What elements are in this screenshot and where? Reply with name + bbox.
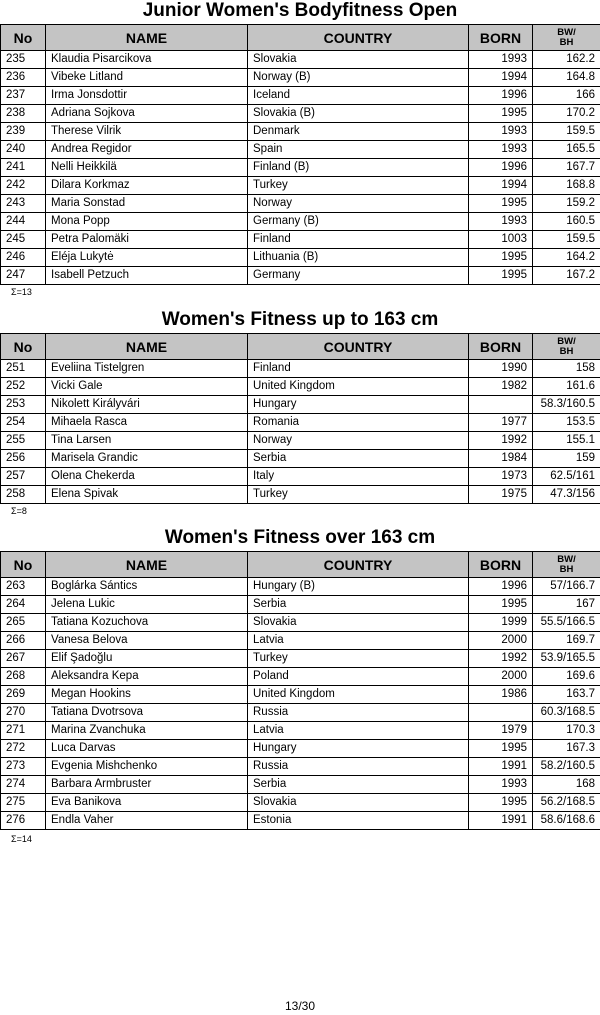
cell-name: Therese Vilrik: [46, 123, 248, 141]
bw-label: BW/: [557, 335, 576, 347]
table-row: [1, 105, 600, 123]
cell-no: 252: [1, 378, 46, 396]
cell-no: 264: [1, 596, 46, 614]
page-number: 13/30: [284, 999, 316, 1013]
table-row: [1, 468, 600, 486]
cell-no: 258: [1, 486, 46, 504]
cell-born: 1990: [469, 360, 533, 378]
cell-born: 1993: [469, 213, 533, 231]
cell-bw-bh: 159.2: [533, 195, 600, 213]
cell-bw-bh: 168.8: [533, 177, 600, 195]
cell-country: Norway: [248, 195, 469, 213]
cell-country: Hungary: [248, 396, 469, 414]
cell-name: Megan Hookins: [46, 686, 248, 704]
cell-country: Slovakia: [248, 614, 469, 632]
table-row: [1, 267, 600, 285]
cell-bw-bh: 159.5: [533, 231, 600, 249]
cell-bw-bh: 55.5/166.5: [533, 614, 600, 632]
cell-born: 1993: [469, 123, 533, 141]
table-row: [1, 794, 600, 812]
cell-name: Endla Vaher: [46, 812, 248, 830]
cell-name: Vicki Gale: [46, 378, 248, 396]
cell-name: Nikolett Királyvári: [46, 396, 248, 414]
cell-bw-bh: 58.2/160.5: [533, 758, 600, 776]
cell-country: Turkey: [248, 650, 469, 668]
col-header-name: NAME: [46, 25, 248, 51]
col-header-country: COUNTRY: [248, 334, 469, 360]
cell-country: Italy: [248, 468, 469, 486]
cell-no: 239: [1, 123, 46, 141]
cell-born: 1993: [469, 141, 533, 159]
results-table: [0, 333, 600, 504]
bw-label: BW/: [557, 26, 576, 38]
table-row: [1, 758, 600, 776]
cell-country: Latvia: [248, 722, 469, 740]
cell-bw-bh: 57/166.7: [533, 578, 600, 596]
results-table: [0, 551, 600, 830]
cell-born: 1995: [469, 740, 533, 758]
cell-bw-bh: 159.5: [533, 123, 600, 141]
cell-country: Serbia: [248, 776, 469, 794]
cell-country: Slovakia: [248, 794, 469, 812]
cell-born: 1984: [469, 450, 533, 468]
cell-country: Poland: [248, 668, 469, 686]
cell-born: 1992: [469, 432, 533, 450]
cell-bw-bh: 58.6/168.6: [533, 812, 600, 830]
cell-no: 272: [1, 740, 46, 758]
table-row: [1, 396, 600, 414]
table-row: [1, 704, 600, 722]
cell-country: Denmark: [248, 123, 469, 141]
cell-no: 253: [1, 396, 46, 414]
table-row: [1, 360, 600, 378]
cell-no: 265: [1, 614, 46, 632]
table-row: [1, 578, 600, 596]
cell-no: 269: [1, 686, 46, 704]
col-header-no: No: [1, 334, 46, 360]
cell-bw-bh: 56.2/168.5: [533, 794, 600, 812]
cell-country: Turkey: [248, 486, 469, 504]
col-header-name: NAME: [46, 334, 248, 360]
cell-bw-bh: 170.3: [533, 722, 600, 740]
cell-born: 1992: [469, 650, 533, 668]
cell-country: United Kingdom: [248, 686, 469, 704]
col-header-country: COUNTRY: [248, 25, 469, 51]
cell-born: 2000: [469, 632, 533, 650]
cell-born: 1975: [469, 486, 533, 504]
table-row: [1, 51, 600, 69]
cell-name: Luca Darvas: [46, 740, 248, 758]
col-header-born: BORN: [469, 25, 533, 51]
cell-bw-bh: 47.3/156: [533, 486, 600, 504]
cell-bw-bh: 62.5/161: [533, 468, 600, 486]
cell-name: Marisela Grandic: [46, 450, 248, 468]
cell-name: Olena Chekerda: [46, 468, 248, 486]
cell-name: Tina Larsen: [46, 432, 248, 450]
table-row: [1, 213, 600, 231]
cell-born: 1995: [469, 105, 533, 123]
cell-name: Nelli Heikkilä: [46, 159, 248, 177]
table-row: [1, 69, 600, 87]
cell-name: Evgenia Mishchenko: [46, 758, 248, 776]
cell-no: 235: [1, 51, 46, 69]
table-row: [1, 614, 600, 632]
section-title: Women's Fitness over 163 cm: [164, 527, 436, 548]
section-count: Σ=8: [11, 506, 27, 516]
cell-name: Boglárka Sántics: [46, 578, 248, 596]
table-row: [1, 87, 600, 105]
table-row: [1, 668, 600, 686]
table-row: [1, 812, 600, 830]
cell-born: 1986: [469, 686, 533, 704]
section-count: Σ=13: [11, 287, 32, 297]
cell-name: Marina Zvanchuka: [46, 722, 248, 740]
cell-born: 1993: [469, 776, 533, 794]
cell-born: 1995: [469, 249, 533, 267]
cell-name: Elif Şadoğlu: [46, 650, 248, 668]
cell-no: 245: [1, 231, 46, 249]
cell-born: 1994: [469, 177, 533, 195]
cell-country: Russia: [248, 704, 469, 722]
cell-bw-bh: 167.7: [533, 159, 600, 177]
cell-name: Tatiana Kozuchova: [46, 614, 248, 632]
cell-bw-bh: 159: [533, 450, 600, 468]
cell-country: Spain: [248, 141, 469, 159]
cell-name: Maria Sonstad: [46, 195, 248, 213]
cell-born: 1994: [469, 69, 533, 87]
bh-label: BH: [559, 345, 574, 357]
cell-born: 1993: [469, 51, 533, 69]
cell-no: 241: [1, 159, 46, 177]
cell-country: United Kingdom: [248, 378, 469, 396]
section-title: Junior Women's Bodyfitness Open: [142, 0, 458, 21]
cell-country: Hungary (B): [248, 578, 469, 596]
cell-no: 274: [1, 776, 46, 794]
table-row: [1, 650, 600, 668]
cell-bw-bh: 168: [533, 776, 600, 794]
cell-country: Russia: [248, 758, 469, 776]
col-header-bw-bh: [533, 25, 600, 51]
cell-name: Vibeke Litland: [46, 69, 248, 87]
cell-name: Tatiana Dvotrsova: [46, 704, 248, 722]
cell-bw-bh: 170.2: [533, 105, 600, 123]
cell-bw-bh: 160.5: [533, 213, 600, 231]
cell-no: 236: [1, 69, 46, 87]
table-row: [1, 195, 600, 213]
cell-bw-bh: 161.6: [533, 378, 600, 396]
table-row: [1, 740, 600, 758]
table-row: [1, 432, 600, 450]
cell-no: 256: [1, 450, 46, 468]
cell-bw-bh: 53.9/165.5: [533, 650, 600, 668]
cell-born: 1996: [469, 87, 533, 105]
section-title: Women's Fitness up to 163 cm: [161, 309, 439, 330]
cell-name: Elena Spivak: [46, 486, 248, 504]
cell-no: 275: [1, 794, 46, 812]
cell-born: 1977: [469, 414, 533, 432]
cell-bw-bh: 169.6: [533, 668, 600, 686]
cell-no: 247: [1, 267, 46, 285]
col-header-no: No: [1, 552, 46, 578]
col-header-country: COUNTRY: [248, 552, 469, 578]
col-header-no: No: [1, 25, 46, 51]
col-header-bw-bh: [533, 552, 600, 578]
bw-label: BW/: [557, 553, 576, 565]
cell-no: 266: [1, 632, 46, 650]
cell-name: Aleksandra Kepa: [46, 668, 248, 686]
table-row: [1, 596, 600, 614]
cell-name: Vanesa Belova: [46, 632, 248, 650]
cell-bw-bh: 153.5: [533, 414, 600, 432]
cell-country: Finland: [248, 360, 469, 378]
table-row: [1, 249, 600, 267]
cell-no: 268: [1, 668, 46, 686]
cell-no: 251: [1, 360, 46, 378]
cell-country: Slovakia (B): [248, 105, 469, 123]
cell-bw-bh: 164.2: [533, 249, 600, 267]
table-row: [1, 450, 600, 468]
cell-country: Germany: [248, 267, 469, 285]
cell-born: 1995: [469, 267, 533, 285]
cell-bw-bh: 158: [533, 360, 600, 378]
cell-country: Turkey: [248, 177, 469, 195]
cell-born: 1995: [469, 794, 533, 812]
table-row: [1, 722, 600, 740]
cell-born: [469, 396, 533, 414]
cell-country: Serbia: [248, 596, 469, 614]
cell-no: 240: [1, 141, 46, 159]
table-row: [1, 123, 600, 141]
table-row: [1, 632, 600, 650]
cell-born: 1979: [469, 722, 533, 740]
col-header-name: NAME: [46, 552, 248, 578]
cell-name: Klaudia Pisarcikova: [46, 51, 248, 69]
table-row: [1, 686, 600, 704]
cell-born: 1996: [469, 578, 533, 596]
cell-born: [469, 704, 533, 722]
cell-no: 257: [1, 468, 46, 486]
cell-born: 1991: [469, 812, 533, 830]
table-row: [1, 776, 600, 794]
cell-bw-bh: 162.2: [533, 51, 600, 69]
cell-bw-bh: 167: [533, 596, 600, 614]
cell-country: Iceland: [248, 87, 469, 105]
table-row: [1, 378, 600, 396]
cell-no: 246: [1, 249, 46, 267]
col-header-bw-bh: [533, 334, 600, 360]
cell-country: Finland: [248, 231, 469, 249]
cell-no: 243: [1, 195, 46, 213]
cell-no: 237: [1, 87, 46, 105]
table-row: [1, 414, 600, 432]
col-header-born: BORN: [469, 552, 533, 578]
cell-born: 1996: [469, 159, 533, 177]
cell-name: Jelena Lukic: [46, 596, 248, 614]
cell-bw-bh: 167.3: [533, 740, 600, 758]
cell-country: Germany (B): [248, 213, 469, 231]
cell-name: Mona Popp: [46, 213, 248, 231]
section-count: Σ=14: [11, 834, 32, 844]
cell-no: 244: [1, 213, 46, 231]
cell-born: 1982: [469, 378, 533, 396]
cell-bw-bh: 167.2: [533, 267, 600, 285]
cell-bw-bh: 60.3/168.5: [533, 704, 600, 722]
cell-bw-bh: 163.7: [533, 686, 600, 704]
cell-no: 238: [1, 105, 46, 123]
cell-born: 1991: [469, 758, 533, 776]
cell-born: 1999: [469, 614, 533, 632]
cell-country: Estonia: [248, 812, 469, 830]
cell-born: 2000: [469, 668, 533, 686]
results-table: [0, 24, 600, 285]
cell-no: 242: [1, 177, 46, 195]
cell-no: 276: [1, 812, 46, 830]
cell-no: 254: [1, 414, 46, 432]
cell-bw-bh: 164.8: [533, 69, 600, 87]
cell-bw-bh: 155.1: [533, 432, 600, 450]
table-row: [1, 486, 600, 504]
cell-country: Norway: [248, 432, 469, 450]
cell-country: Norway (B): [248, 69, 469, 87]
cell-country: Finland (B): [248, 159, 469, 177]
table-row: [1, 231, 600, 249]
col-header-born: BORN: [469, 334, 533, 360]
cell-bw-bh: 169.7: [533, 632, 600, 650]
bh-label: BH: [559, 563, 574, 575]
cell-no: 255: [1, 432, 46, 450]
cell-no: 270: [1, 704, 46, 722]
table-row: [1, 177, 600, 195]
cell-no: 267: [1, 650, 46, 668]
cell-country: Lithuania (B): [248, 249, 469, 267]
cell-country: Latvia: [248, 632, 469, 650]
cell-name: Mihaela Rasca: [46, 414, 248, 432]
cell-bw-bh: 58.3/160.5: [533, 396, 600, 414]
cell-name: Barbara Armbruster: [46, 776, 248, 794]
table-row: [1, 141, 600, 159]
cell-no: 271: [1, 722, 46, 740]
cell-country: Slovakia: [248, 51, 469, 69]
cell-country: Serbia: [248, 450, 469, 468]
cell-name: Andrea Regidor: [46, 141, 248, 159]
cell-name: Petra Palomäki: [46, 231, 248, 249]
cell-name: Adriana Sojkova: [46, 105, 248, 123]
cell-no: 263: [1, 578, 46, 596]
cell-country: Hungary: [248, 740, 469, 758]
cell-name: Isabell Petzuch: [46, 267, 248, 285]
cell-bw-bh: 165.5: [533, 141, 600, 159]
cell-name: Eléja Lukytė: [46, 249, 248, 267]
cell-bw-bh: 166: [533, 87, 600, 105]
cell-born: 1995: [469, 596, 533, 614]
cell-country: Romania: [248, 414, 469, 432]
cell-name: Eva Banikova: [46, 794, 248, 812]
cell-name: Eveliina Tistelgren: [46, 360, 248, 378]
cell-name: Dilara Korkmaz: [46, 177, 248, 195]
cell-born: 1995: [469, 195, 533, 213]
bh-label: BH: [559, 36, 574, 48]
cell-no: 273: [1, 758, 46, 776]
table-row: [1, 159, 600, 177]
cell-born: 1973: [469, 468, 533, 486]
cell-born: 1003: [469, 231, 533, 249]
cell-name: Irma Jonsdottir: [46, 87, 248, 105]
